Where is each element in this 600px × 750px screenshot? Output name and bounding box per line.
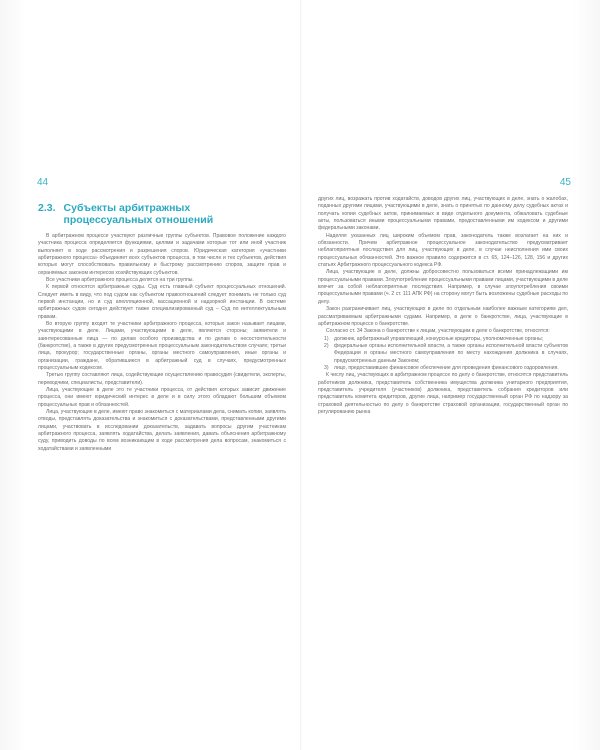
page-gutter — [300, 0, 302, 750]
list-marker: 1) — [324, 335, 329, 342]
paragraph: Все участники арбитражного процесса делятся на три группы. — [46, 276, 194, 283]
paragraph: Закон разграничивает лиц, участвующих в деле по отдельным наиболее важным категориям дел, рассматриваемым арбитражными судами. Например, в деле о банкротстве, лица, участвующие в арбитражном процессе о банкротстве. — [318, 306, 568, 327]
list-item-text: должник, арбитражный управляющий, конкурсные кредиторы, уполномоченные органы; — [334, 335, 544, 342]
left-page-column — [38, 202, 286, 453]
list-item-text: федеральные органы исполнительной власти, а также органы исполнительной власти субъектов Федерации и органы местного самоуправления по месту нахождения должника в случаях, предусмотренных данным Законом; — [334, 342, 568, 364]
paragraph: К числу лиц, участвующих в арбитражном процессе по делу о банкротстве, относятся представитель работников должника, представитель собственника имущества должника унитарного предприятия, представитель учредителя (участников) должника, представитель собрания кредиторов или представитель комитета кредиторов, другие лица, например государственный орган РФ по надзору за страховой деятельностью по делу о банкротстве страховой организации, государственный орган по регулированию рынка — [318, 372, 568, 415]
section-heading — [38, 202, 286, 227]
left-page-number: 44 — [37, 177, 49, 188]
paragraph: В арбитражном процессе участвуют различные группы субъектов. Правовое положение каждого участника процесса определяется функциями, целями и задачами которые тот или иной участник выполняет в ходе рассмотрения и разрешения споров. Юридическая категория «участники арбитражного процесса» объединяет всех субъектов процесса, в том числе и тех субъектов, действия которых могут способствовать правильному и быстрому рассмотрению споров, защите прав и охраняемых законом интересов хозяйствующих субъектов. — [38, 232, 286, 276]
paragraph: Лица, участвующие в деле, должны добросовестно пользоваться всеми принадлежащими им процессуальными правами. Злоупотребление процессуальными правами лицами, участвующими в деле влечет за собой неблагоприятные последствия. Например, в случае злоупотребления своими процессуальными правами (ч. 2 ст. 111 АПК РФ) на сторону могут быть возложены судебные расходы по делу. — [318, 269, 568, 305]
list-item-text: лицо, предоставившее финансовое обеспечение для проведения финансового оздоровления. — [334, 364, 559, 371]
right-page-column — [318, 196, 568, 416]
paragraph: Согласно ст. 34 Закона о банкротстве к лицам, участвующим в деле о банкротстве, относятся: — [326, 328, 550, 335]
numbered-list — [318, 336, 568, 373]
paragraph: Третью группу составляют лица, содействующие осуществлению правосудия (свидетели, эксперты, переводчики, специалисты, представители). — [38, 372, 286, 386]
section-title-line: Субъекты арбитражных — [63, 202, 191, 214]
right-page-number: 45 — [559, 177, 571, 188]
list-marker: 2) — [324, 342, 329, 349]
paragraph: К первой относятся арбитражные суды. Суд есть главный субъект процессуальных отношений. Следует иметь в виду, что под судом как субъектом правоотношений следует понимать не только суд первой инстанции, но и суд апелляционной, кассационной и надзорной инстанции. В системе арбитражных судов сегодня действует также специализированный суд – Суд по интеллектуальным правам. — [38, 284, 286, 320]
list-item — [318, 343, 568, 365]
paragraph: других лиц, возражать против ходатайств, доводов других лиц, участвующих в деле, знать о жалобах, поданных другими лицами, участвующими в деле, знать о принятых по данному делу судебных актах и получать копии судебных актов, принимаемых в виде отдельного документа, обжаловать судебные акты, пользоваться иными процессуальными правами, предоставленными им кодексом и другими федеральными законами. — [318, 196, 568, 232]
paragraph: Во вторую группу входят те участники арбитражного процесса, которых закон называет лицами, участвующими в деле. Лицами, участвующими в деле, являются стороны; заявители и заинтересованные лица — по делам особого производства и по делам о несостоятельности (банкротстве), а также в других предусмотренных процессуальным законодательством случаях; третьи лица, прокурор; государственные органы, органы местного самоуправления, иные органы и организации, граждане, обратившиеся в арбитражный суд в случаях, предусмотренных процессуальным кодексом. — [38, 320, 286, 371]
list-item — [318, 365, 568, 372]
list-item — [318, 336, 568, 343]
paragraph: Лица, участвующие в деле это те участники процесса, от действия которых зависит движение процесса, они имеют юридический интерес в деле и в силу этого обладают большим объемом процессуальных прав и обязанностей. — [38, 387, 286, 408]
section-title-line: процессуальных отношений — [63, 214, 214, 227]
section-number: 2.3. — [38, 202, 56, 214]
paragraph: Лица, участвующие в деле, имеют право знакомиться с материалами дела, снимать копии, заявлять отводы, представлять доказательства и знакомиться с доказательствами, представленными другими лицами, участвовать в исследовании доказательств, задавать вопросы другим участникам арбитражного процесса, заявлять ходатайства, делать заявления, давать объяснения арбитражному суду, приводить доводы по всем возникающим в ходе рассмотрения дела вопросам, знакомиться с ходатайствами и заявленными — [38, 409, 286, 452]
list-marker: 3) — [324, 364, 329, 371]
paragraph: Наделяя указанных лиц широким объемом прав, законодатель также возлагает на них и обязанности. Причем арбитражное процессуальное законодательство предусматривает неблагоприятные последствия для лиц, участвующих в деле, в случае неисполнения ими своих процессуальных обязанностей. Это важное правило содержится в ст. 65, 124–126, 128, 156 и других статьях Арбитражного процессуального кодекса РФ. — [318, 232, 568, 269]
section-title — [64, 202, 214, 227]
